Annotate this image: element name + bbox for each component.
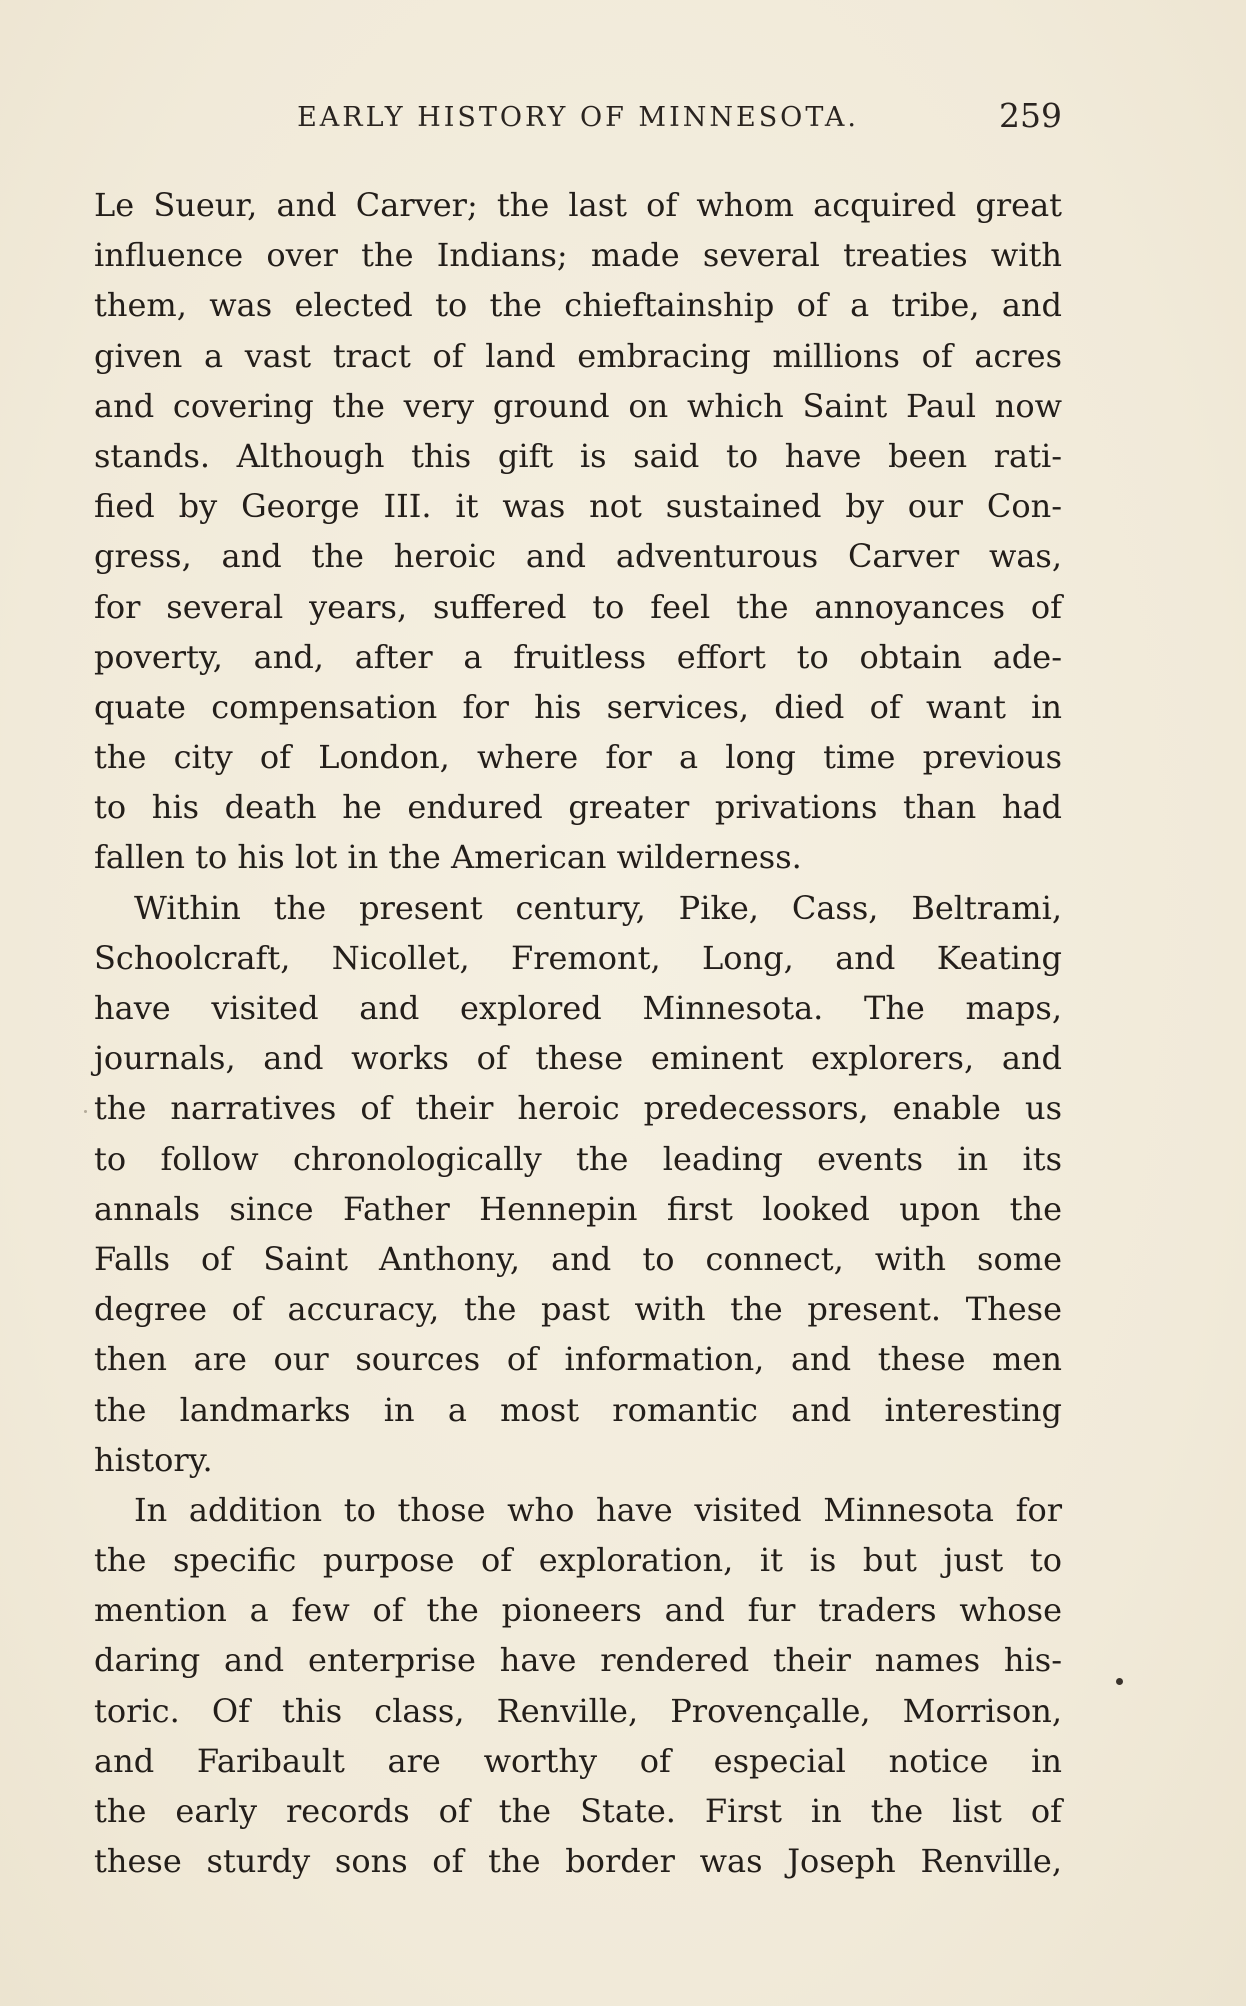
text-line: and covering the very ground on which Saint Paul now [94,386,1062,425]
text-line: the early records of the State. First in the list of [94,1792,1062,1830]
text-line: Falls of Saint Anthony, and to connect, with some [94,1239,1062,1278]
text-line: these sturdy sons of the border was Joseph Renville, [94,1842,1062,1881]
text-line: the specific purpose of exploration, it is but just to [94,1541,1062,1580]
page-header [94,96,1062,140]
text-line: daring and enterprise have rendered their names his- [94,1641,1062,1680]
margin-ink-dot [1116,1678,1123,1685]
text-line: In addition to those who have visited Minnesota for [134,1490,1062,1529]
text-line: toric. Of this class, Renville, Provençalle, Morrison, [94,1691,1062,1730]
text-line: the landmarks in a most romantic and interesting [94,1390,1062,1429]
text-line: the city of London, where for a long time previous [94,738,1062,777]
text-line: have visited and explored Minnesota. The maps, [94,989,1062,1027]
text-line: poverty, and, after a fruitless effort to obtain ade- [94,637,1062,676]
text-line: Le Sueur, and Carver; the last of whom acquired great [94,186,1062,224]
text-line: degree of accuracy, the past with the present. These [94,1290,1062,1329]
text-line: to his death he endured greater privations than had [94,788,1062,827]
text-line: them, was elected to the chieftainship of a tribe, and [94,286,1062,325]
text-line: the narratives of their heroic predecessors, enable us [94,1089,1062,1128]
text-line: Schoolcraft, Nicollet, Fremont, Long, and Keating [94,938,1062,977]
text-line: Within the present century, Pike, Cass, Beltrami, [134,888,1062,927]
body-text [94,180,1062,1886]
text-line: quate compensation for his services, died of want in [94,687,1062,726]
paper-speck [84,1110,87,1113]
text-line: given a vast tract of land embracing millions of acres [94,336,1062,375]
text-line: stands. Although this gift is said to have been rati- [94,436,1062,475]
text-line: fied by George III. it was not sustained by our Con- [94,487,1062,526]
text-line: annals since Father Hennepin first looked upon the [94,1189,1062,1228]
text-line: fallen to his lot in the American wilderness. [94,838,802,877]
page-number: 259 [999,96,1062,135]
text-line: journals, and works of these eminent explorers, and [94,1039,1062,1078]
text-line: mention a few of the pioneers and fur traders whose [94,1591,1062,1630]
paragraph-pioneers [94,1485,1062,1887]
text-line: then are our sources of information, and these men [94,1340,1062,1379]
running-title: EARLY HISTORY OF MINNESOTA. [297,102,859,133]
text-line: for several years, suffered to feel the annoyances of [94,587,1062,626]
text-line: history. [94,1440,213,1479]
text-line: gress, and the heroic and adventurous Carver was, [94,537,1062,576]
paragraph-carver [94,180,1062,883]
text-line: influence over the Indians; made several treaties with [94,236,1062,275]
text-line: and Faribault are worthy of especial notice in [94,1741,1062,1780]
text-line: to follow chronologically the leading events in its [94,1139,1062,1178]
paragraph-explorers [94,883,1062,1485]
